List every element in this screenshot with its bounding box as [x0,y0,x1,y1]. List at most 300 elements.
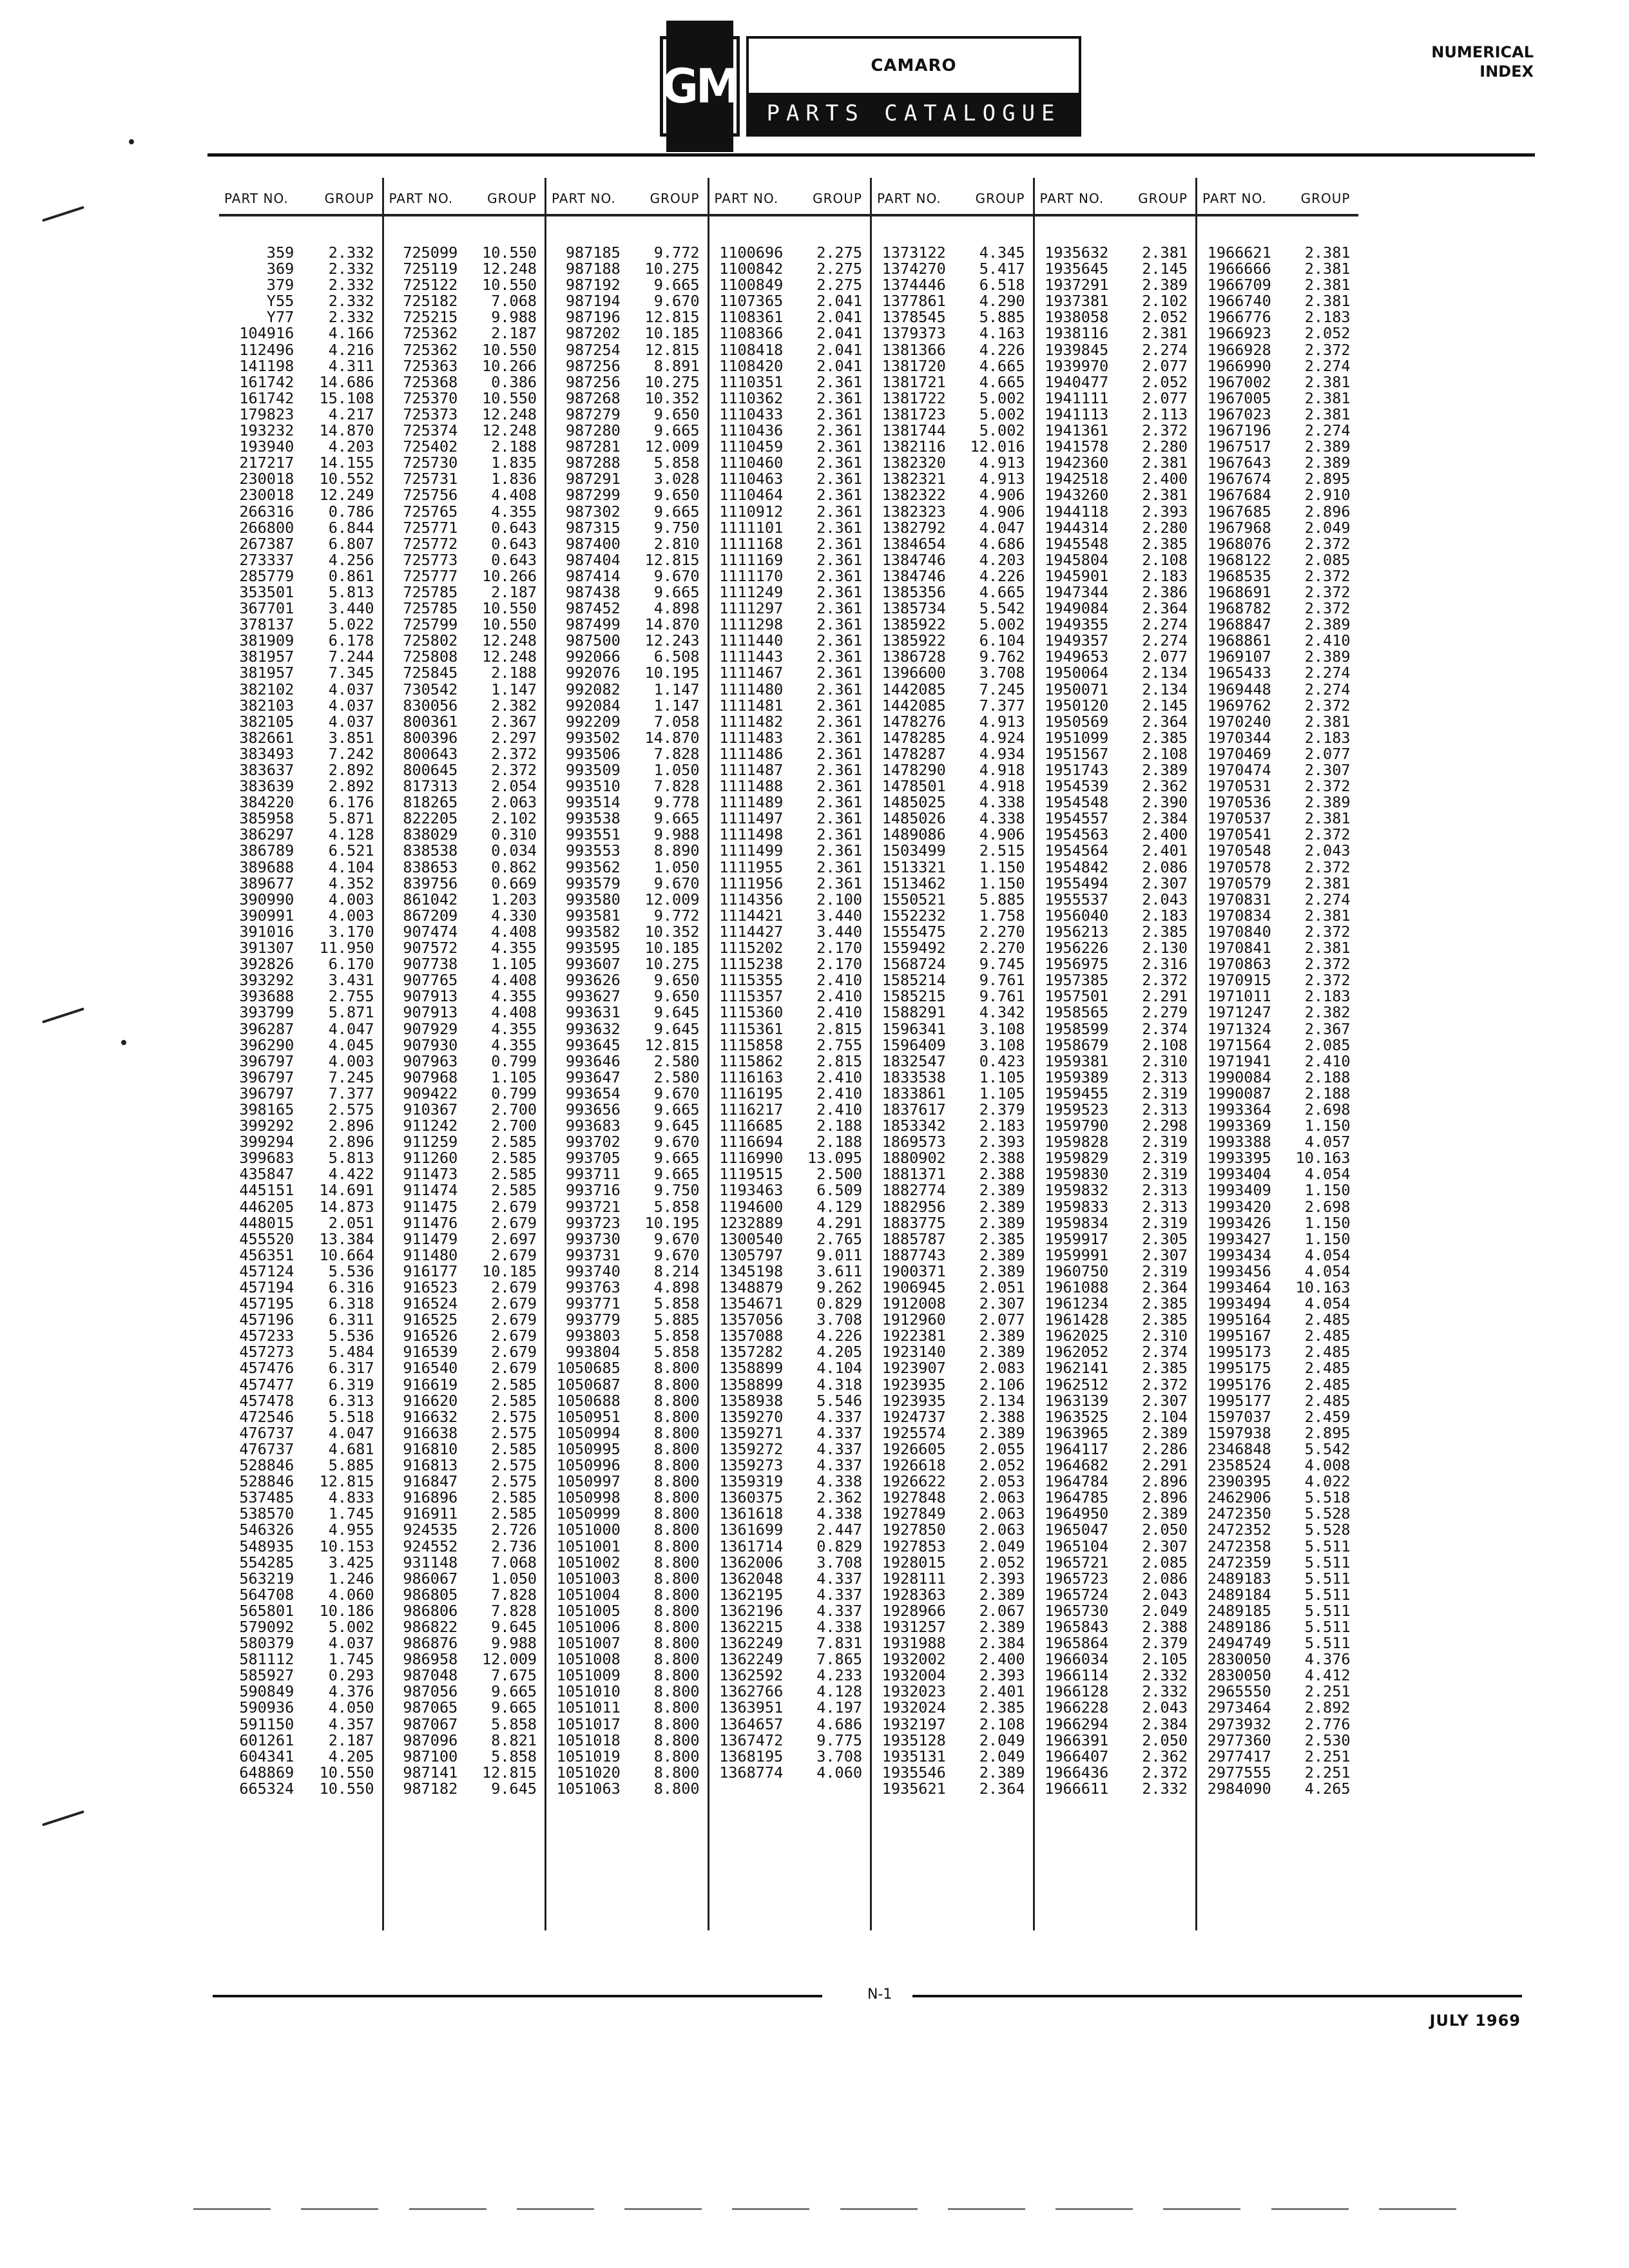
part-number: 1962052 [1045,1343,1109,1361]
part-number: 1959790 [1045,1117,1109,1135]
table-row [219,1539,382,1555]
table-row [709,1118,871,1134]
group-number: 2.372 [1304,971,1351,990]
part-number: 1368195 [719,1747,784,1765]
table-row [384,682,545,698]
group-number: 8.800 [653,1585,700,1604]
part-number: 1966923 [1207,324,1271,343]
table-row [384,1280,545,1296]
table-row [219,1474,382,1490]
table-row [546,552,708,568]
group-number: 2.892 [1304,1698,1351,1717]
part-number: 2462906 [1207,1488,1271,1507]
group-number: 1.836 [491,470,537,488]
table-row [219,1635,382,1651]
part-number: 1442085 [882,696,946,715]
part-number: 993506 [565,744,621,763]
part-number: 993804 [565,1343,621,1361]
table-row [546,471,708,487]
group-number: 9.650 [653,987,700,1006]
part-number: 987100 [403,1747,458,1765]
group-number: 2.332 [328,244,374,262]
table-row [872,342,1033,358]
table-row [872,601,1033,617]
table-row [1197,1457,1358,1474]
group-number: 9.645 [653,1019,700,1038]
part-number: 993683 [565,1117,621,1135]
group-number: 1.150 [1304,1229,1351,1248]
part-number: 1348879 [719,1278,784,1296]
group-number: 2.319 [1142,1165,1188,1184]
table-row [1035,1651,1196,1667]
part-number: 1882774 [882,1181,946,1200]
table-row [872,1102,1033,1118]
table-row [546,1134,708,1150]
part-number: 1883775 [882,1213,946,1232]
table-row [1197,1539,1358,1555]
table-row [709,1684,871,1700]
part-number: 1962512 [1045,1375,1109,1394]
group-number: 9.772 [653,244,700,262]
table-row [384,1781,545,1797]
part-number: 457476 [239,1359,294,1378]
table-row [384,988,545,1004]
part-number: 1938058 [1045,308,1109,327]
table-row [709,1086,871,1102]
group-number: 2.384 [979,1634,1025,1653]
part-number: 992084 [565,696,621,715]
part-number: 1950064 [1045,664,1109,682]
part-number: 1362592 [719,1666,784,1685]
table-row [872,1506,1033,1522]
part-number: 911259 [403,1133,458,1151]
group-number: 9.670 [653,1229,700,1248]
part-number: 725374 [403,421,458,440]
table-row [872,309,1033,325]
table-row [872,439,1033,455]
part-number: 725731 [403,470,458,488]
column-header [709,178,871,216]
group-number: 2.052 [1142,372,1188,391]
scan-dash [1271,2208,1349,2210]
group-number: 2.726 [491,1521,537,1539]
group-number: 2.361 [816,744,862,763]
part-number: 359 [266,244,294,262]
group-number: 2.113 [1142,405,1188,423]
group-number: 1.147 [653,696,700,715]
group-number: 4.955 [328,1521,374,1539]
table-row [872,860,1033,876]
part-number: 2472359 [1207,1553,1271,1571]
scan-dash [1163,2208,1240,2210]
table-row [219,892,382,908]
table-row [219,1004,382,1021]
table-row [546,358,708,374]
table-row [1197,698,1358,714]
part-number: 1966294 [1045,1715,1109,1733]
part-number: 993647 [565,1068,621,1086]
part-number: 398165 [239,1100,294,1119]
table-row [546,325,708,341]
group-number: 10.275 [644,372,700,391]
index-column [1195,178,1358,1930]
part-number: 565801 [239,1601,294,1620]
part-number: 924535 [403,1521,458,1539]
part-number: 1927848 [882,1488,946,1507]
part-number: 987065 [403,1698,458,1717]
table-row [384,390,545,407]
table-row [1197,1199,1358,1215]
group-number: 10.163 [1295,1149,1351,1168]
part-number: 476737 [239,1423,294,1442]
part-number: 1993420 [1207,1197,1271,1216]
table-row [1035,455,1196,471]
group-number: 0.829 [816,1537,862,1555]
group-number: 4.003 [328,906,374,925]
part-number: 1552232 [882,906,946,925]
table-row [709,325,871,341]
part-number: 818265 [403,793,458,812]
table-row [709,665,871,681]
table-row [546,633,708,649]
group-number: 2.372 [1304,534,1351,553]
group-number: 2.381 [1304,809,1351,828]
part-number: 1963139 [1045,1391,1109,1410]
table-row [1197,940,1358,956]
group-number: 2.319 [1142,1213,1188,1232]
group-number: 4.054 [1304,1245,1351,1264]
group-number: 2.485 [1304,1343,1351,1361]
group-number: 4.934 [979,744,1025,763]
part-number: 1194600 [719,1197,784,1216]
table-row [1035,1684,1196,1700]
table-row [219,633,382,649]
group-number: 2.372 [1142,971,1188,990]
part-number: 1111487 [719,761,784,779]
table-row [384,1231,545,1247]
part-number: 1942360 [1045,454,1109,472]
table-row [546,876,708,892]
part-number: 1596341 [882,1019,946,1038]
part-number: 1555475 [882,922,946,941]
group-number: 2.041 [816,356,862,375]
part-number: 907474 [403,922,458,941]
group-number: 12.815 [644,340,700,359]
group-number: 4.337 [816,1569,862,1588]
group-number: 2.372 [1142,1763,1188,1782]
table-row [219,762,382,778]
table-row [546,1182,708,1198]
group-number: 2.765 [816,1229,862,1248]
part-number: 1051063 [556,1779,621,1798]
table-row [1035,1134,1196,1150]
group-number: 4.205 [328,1747,374,1765]
part-no-header: PART NO. [224,191,289,206]
part-number: 1385356 [882,582,946,601]
table-row [546,1603,708,1619]
part-number: 1597938 [1207,1423,1271,1442]
table-row [872,665,1033,681]
part-number: 1971941 [1207,1052,1271,1070]
table-row [1197,1667,1358,1684]
group-number: 2.083 [979,1359,1025,1378]
part-number: 1993404 [1207,1165,1271,1184]
group-number: 7.068 [491,292,537,311]
table-row [872,1118,1033,1134]
part-number: 725785 [403,582,458,601]
table-row [384,1004,545,1021]
table-row [872,1053,1033,1070]
part-number: 1928966 [882,1601,946,1620]
group-number: 4.205 [816,1343,862,1361]
part-number: 2489185 [1207,1601,1271,1620]
table-row [872,1571,1033,1587]
group-number: 10.195 [644,1213,700,1232]
table-row [709,972,871,988]
part-number: 385958 [239,809,294,828]
group-number: 2.183 [1304,987,1351,1006]
table-row [384,1247,545,1264]
group-number: 4.047 [328,1423,374,1442]
group-number: 2.389 [979,1617,1025,1636]
group-number: 2.145 [1142,696,1188,715]
part-number: 1970841 [1207,939,1271,957]
group-number: 4.226 [816,1327,862,1345]
part-number: 390990 [239,890,294,908]
part-number: 993581 [565,906,621,925]
part-number: 1943260 [1045,486,1109,505]
table-row [384,1474,545,1490]
table-row [546,293,708,309]
part-number: 725771 [403,518,458,537]
group-number: 2.332 [1142,1666,1188,1685]
table-row [1197,633,1358,649]
table-row [709,811,871,827]
part-number: 1111249 [719,582,784,601]
table-row [709,1182,871,1198]
table-row [709,487,871,503]
table-row [1197,1360,1358,1376]
group-number: 2.043 [1142,890,1188,908]
part-number: 1110464 [719,486,784,505]
part-number: 1967674 [1207,470,1271,488]
part-number: 1949653 [1045,648,1109,666]
table-row [709,1555,871,1571]
group-number: 2.776 [1304,1715,1351,1733]
part-number: 1373122 [882,244,946,262]
table-row [872,1490,1033,1506]
table-row [384,908,545,924]
part-number: 1966740 [1207,292,1271,311]
part-number: 1935621 [882,1779,946,1798]
part-number: 1381723 [882,405,946,423]
group-number: 10.352 [644,922,700,941]
part-number: 1966611 [1045,1779,1109,1798]
group-number: 8.800 [653,1472,700,1491]
group-number: 2.361 [816,502,862,521]
table-row [384,584,545,601]
part-number: 1950071 [1045,680,1109,698]
table-row [709,390,871,407]
part-number: 1963525 [1045,1407,1109,1426]
group-number: 2.077 [1142,648,1188,666]
part-number: 590936 [239,1698,294,1717]
table-row [872,568,1033,584]
table-row [546,1781,708,1797]
part-number: 1966776 [1207,308,1271,327]
group-number: 5.002 [979,389,1025,407]
part-number: 1050688 [556,1391,621,1410]
table-row [872,407,1033,423]
table-row [1035,1118,1196,1134]
group-number: 5.002 [979,405,1025,423]
part-number: 987268 [565,389,621,407]
group-number: 2.910 [1304,486,1351,505]
group-number: 4.128 [328,825,374,844]
part-number: 1114427 [719,922,784,941]
table-row [872,1522,1033,1538]
table-row [546,1635,708,1651]
catalogue-banner: PARTS CATALOGUE [749,93,1079,134]
part-number: 2984090 [1207,1779,1271,1798]
table-row [1035,1086,1196,1102]
group-number: 7.058 [653,712,700,731]
table-row [219,487,382,503]
part-number: 1362249 [719,1634,784,1653]
part-number: 382661 [239,728,294,747]
table-row [709,778,871,794]
table-row [709,358,871,374]
table-row [219,471,382,487]
group-number: 2.381 [1304,260,1351,278]
part-number: 2472358 [1207,1537,1271,1555]
part-number: 230018 [239,470,294,488]
table-row [872,504,1033,520]
part-number: 1111169 [719,550,784,569]
table-row [384,1264,545,1280]
part-number: 353501 [239,582,294,601]
group-number: 2.815 [816,1019,862,1038]
part-number: 993582 [565,922,621,941]
table-row [219,1506,382,1522]
part-number: 389688 [239,858,294,876]
group-number: 5.511 [1304,1537,1351,1555]
index-label-line2: INDEX [1480,62,1534,81]
part-number: 987291 [565,470,621,488]
table-row [384,1619,545,1635]
group-number: 4.037 [328,1634,374,1653]
table-row [1197,261,1358,277]
group-number: 4.203 [979,550,1025,569]
group-number: 2.382 [491,696,537,715]
group-number: 2.389 [979,1343,1025,1361]
table-row [872,682,1033,698]
table-row [1197,762,1358,778]
table-row [1197,601,1358,617]
table-row [219,374,382,390]
part-number: 1050994 [556,1423,621,1442]
group-number: 8.800 [653,1391,700,1410]
group-number: 14.873 [319,1197,374,1216]
part-number: 725799 [403,615,458,634]
group-number: 2.361 [816,615,862,634]
table-row [384,698,545,714]
scan-dash [840,2208,918,2210]
part-number: 993771 [565,1294,621,1313]
group-number: 10.195 [644,664,700,682]
table-row [546,309,708,325]
group-number: 9.665 [653,582,700,601]
group-number: 2.361 [816,793,862,812]
table-row [219,1684,382,1700]
group-number: 12.248 [482,405,537,423]
table-row [1035,1150,1196,1166]
group-number: 2.108 [1142,1035,1188,1054]
part-number: 457124 [239,1262,294,1280]
part-number: 1359319 [719,1472,784,1491]
group-number: 2.170 [816,955,862,974]
part-number: 1941111 [1045,389,1109,407]
table-row [219,1765,382,1781]
group-number: 5.536 [328,1262,374,1280]
group-number: 2.736 [491,1537,537,1555]
part-number: 911475 [403,1197,458,1216]
table-row [1035,293,1196,309]
table-row [1197,1409,1358,1425]
group-number: 2.307 [1142,1391,1188,1410]
part-number: 367701 [239,599,294,618]
part-number: 1381744 [882,421,946,440]
part-number: 1111298 [719,615,784,634]
group-number: 2.310 [1142,1052,1188,1070]
part-number: 1478287 [882,744,946,763]
part-number: 393292 [239,971,294,990]
table-row [872,293,1033,309]
group-number: 1.147 [653,680,700,698]
part-number: 1959917 [1045,1229,1109,1248]
table-row [546,1765,708,1781]
part-number: 1111170 [719,566,784,585]
table-row [219,309,382,325]
table-row [872,1619,1033,1635]
group-number: 4.355 [491,1019,537,1038]
part-number: 1100842 [719,260,784,278]
part-number: 1967684 [1207,486,1271,505]
gm-logo [660,36,740,137]
table-row [872,520,1033,536]
table-row [1035,536,1196,552]
table-row [1035,956,1196,972]
part-number: 1923907 [882,1359,946,1378]
group-number: 6.318 [328,1294,374,1313]
part-number: 1923935 [882,1375,946,1394]
part-number: 1382320 [882,454,946,472]
part-number: 725122 [403,276,458,294]
group-number: 8.891 [653,356,700,375]
group-number: 2.585 [491,1165,537,1184]
table-row [384,665,545,681]
table-row [384,325,545,341]
part-number: 1588291 [882,1003,946,1022]
table-row [1035,342,1196,358]
part-number: 822205 [403,809,458,828]
group-number: 14.686 [319,372,374,391]
table-row [872,1393,1033,1409]
table-row [709,1474,871,1490]
part-number: Y55 [266,292,294,311]
table-row [709,536,871,552]
table-row [546,1555,708,1571]
